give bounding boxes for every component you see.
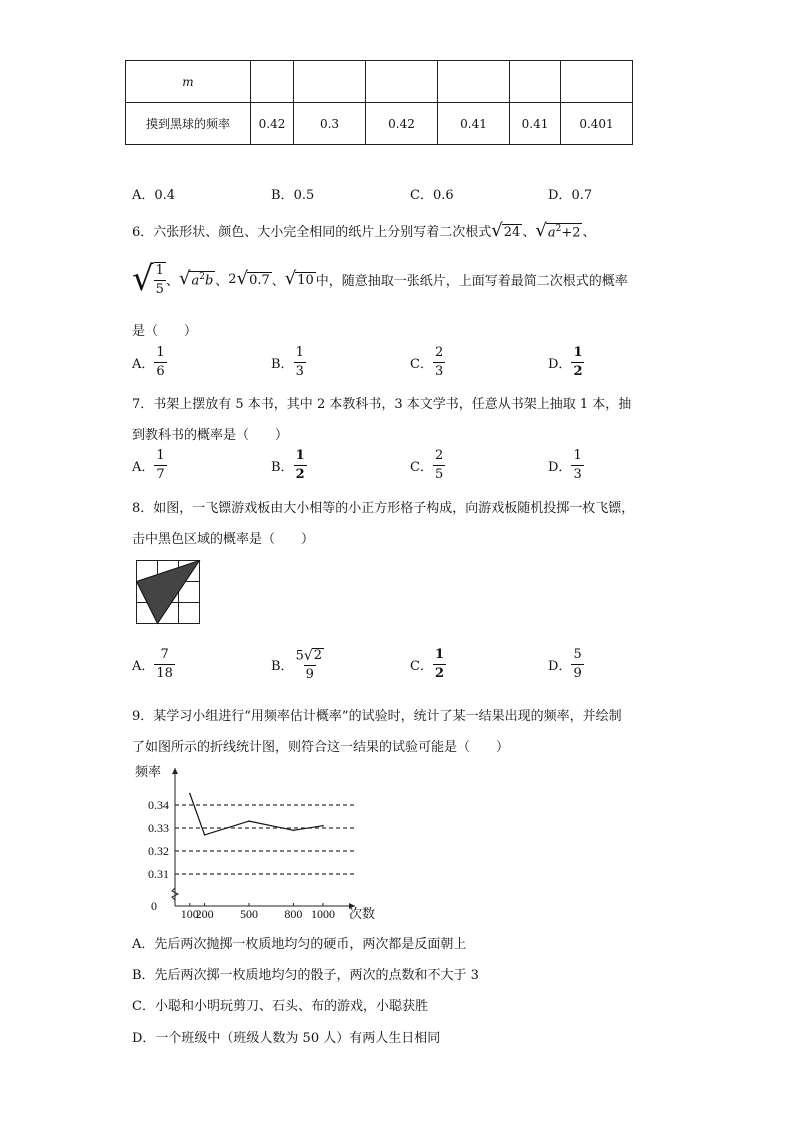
data-point [189,793,191,795]
q5-option-a [132,184,175,203]
frequency-line-chart [125,760,395,920]
radical-0-7: √ 0.7 [236,268,270,290]
q5-option-d [548,184,592,203]
option-label: A． [132,188,155,203]
frequency-table [125,60,633,145]
radical-a2-plus-2: √ $a^2+2$ [535,220,581,241]
q7-option-c: C． $\frac{2}{5}$ [410,448,444,482]
q9-option-c: C．小聪和小明玩剪刀、石头、布的游戏，小聪获胜 [132,999,428,1014]
table-cell: m [126,61,251,103]
q7-option-d: D． $\frac{1}{3}$ [548,448,582,482]
table-cell: 0.41 [438,103,510,145]
option-text: 0.7 [571,188,593,203]
data-point [204,834,206,836]
option-text: 0.4 [154,188,176,203]
option-label: B． [271,188,294,203]
table-cell [251,61,294,103]
option-text: 0.5 [293,188,315,203]
table-cell [366,61,438,103]
q6-line2: √ $\frac{1}{5}$ 、 √ $a^2b$ 、 2 √ 0.7 、 √ 10 中，随意抽取一张纸片，上面写着最简二次根式的概率 [132,259,628,300]
q6-line3: 是（ ） [132,324,198,339]
table-cell [294,61,366,103]
table-row [126,103,633,145]
radical-24: √ 24 [491,220,521,241]
table-cell [561,61,633,103]
x-tick-label: 500 [240,907,258,920]
question-text: 6．六张形状、颜色、大小完全相同的纸片上分别写着二次根式 [132,225,492,240]
q6-option-d: D． $\frac{1}{2}$ [548,345,583,379]
table-cell: 0.41 [510,103,561,145]
q9-line2: 了如图所示的折线统计图，则符合这一结果的试验可能是（ ） [132,740,510,755]
table-row [126,61,633,103]
table-cell: 摸到黑球的频率 [126,103,251,145]
q7-option-a: A． $\frac{1}{7}$ [132,448,165,482]
dart-board-figure [136,560,202,626]
radical-one-fifth: √ $\frac{1}{5}$ [132,259,164,300]
q9-option-a: A．先后两次抛掷一枚质地均匀的硬币，两次都是反面朝上 [132,937,467,952]
q8-line2: 击中黑色区域的概率是（ ） [132,532,315,547]
x-axis-label: 次数 [349,907,376,920]
black-triangle-region [137,561,200,624]
radical-a2b: √ $a^2b$ [178,268,214,290]
y-axis-arrow [172,768,178,774]
x-tick-label: 200 [195,907,214,920]
table-cell: 0.42 [366,103,438,145]
option-label: C． [410,188,433,203]
y-axis-label: 频率 [135,765,162,780]
q9-option-b: B．先后两次掷一枚质地均匀的骰子，两次的点数和不大于 3 [132,968,479,983]
table-cell: 0.3 [294,103,366,145]
q6-line1: 6．六张形状、颜色、大小完全相同的纸片上分别写着二次根式 √ 24 、 √ $a^2+2$ 、 [132,220,596,241]
y-tick-label: 0.33 [148,821,169,835]
q8-option-d: D． $\frac{5}{9}$ [548,647,582,681]
q8-option-c: C． $\frac{1}{2}$ [410,647,444,681]
y-tick-label: 0.34 [148,798,169,812]
q8-line1: 8．如图，一飞镖游戏板由大小相等的小正方形格子构成，向游戏板随机投掷一枚飞镖， [132,501,635,516]
y-tick-label: 0.32 [148,844,169,858]
q9-line1: 9．某学习小组进行“用频率估计概率”的试验时，统计了某一结果出现的频率，并绘制 [132,709,622,724]
frequency-series-line [190,794,323,835]
y-tick-label: 0.31 [148,867,169,881]
q8-option-a: A． $\frac{7}{18}$ [132,647,173,681]
x-tick-label: 100 [180,907,199,920]
q6-option-b: B． $\frac{1}{3}$ [271,345,304,379]
q6-option-a: A． $\frac{1}{6}$ [132,345,165,379]
option-label: D． [548,188,572,203]
q6-option-c: C． $\frac{2}{3}$ [410,345,444,379]
q5-option-b [271,184,314,203]
data-point [248,820,250,822]
data-point [293,830,295,832]
table-cell [438,61,510,103]
x-tick-label: 1000 [311,907,335,920]
q7-option-b: B． $\frac{1}{2}$ [271,448,305,482]
radical-10: √ 10 [284,268,314,290]
question-text: 中，随意抽取一张纸片，上面写着最简二次根式的概率 [315,273,628,289]
q9-option-d: D．一个班级中（班级人数为 50 人）有两人生日相同 [132,1031,441,1046]
data-point [322,825,324,827]
table-cell: 0.42 [251,103,294,145]
q7-line2: 到教科书的概率是（ ） [132,428,289,443]
table-cell: 0.401 [561,103,633,145]
q5-option-c [410,184,454,203]
option-text: 0.6 [432,188,454,203]
q7-line1: 7．书架上摆放有 5 本书，其中 2 本教科书，3 本文学书，任意从书架上抽取 1 本，抽 [132,397,632,412]
q8-option-b: B． 5 √ 2 9 [271,647,323,683]
x-tick-label: 800 [284,907,303,920]
table-cell [510,61,561,103]
origin-label: 0 [151,899,157,913]
